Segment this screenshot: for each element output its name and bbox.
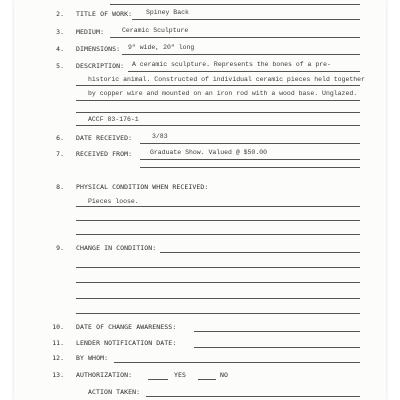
item-number: 2. [56,10,64,18]
dimensions-label: DIMENSIONS: [76,45,121,53]
by-whom-line [114,362,360,363]
lender-notification-line [194,347,360,348]
authorization-label: AUTHORIZATION: [76,371,133,379]
date-change-awareness-label: DATE OF CHANGE AWARENESS: [76,323,177,331]
authorization-yes-blank [148,379,168,380]
dimensions-value: 9" wide, 20" long [128,44,195,51]
date-received-value: 3/83 [152,133,168,140]
authorization-yes-label: YES [174,371,187,379]
action-taken-label: ACTION TAKEN: [88,388,141,396]
condition-line [76,234,360,235]
item-number: 12. [52,354,64,362]
item-number: 8. [56,183,64,191]
received-from-line [140,159,360,160]
change-line [76,298,360,299]
item-number: 7. [56,150,64,158]
description-line [76,125,360,126]
title-line [132,19,360,20]
title-value: Spiney Back [146,9,189,16]
item-number: 5. [56,62,64,70]
accession-number: ACCF 83-176-1 [88,116,139,123]
description-line-3: by copper wire and mounted on an iron rod with a wood base. Unglazed. [88,90,358,97]
medium-label: MEDIUM: [76,28,105,36]
condition-report-page [14,0,386,400]
description-label: DESCRIPTION: [76,62,125,70]
item-number: 4. [56,45,64,53]
field-line [110,4,360,5]
description-line [76,85,360,86]
item-number: 10. [52,323,64,331]
item-number: 6. [56,134,64,142]
item-number: 13. [52,371,64,379]
change-line [76,282,360,283]
received-from-line [140,167,360,168]
date-change-awareness-line [194,331,360,332]
description-line [128,71,360,72]
description-line [76,112,360,113]
condition-line [76,206,360,207]
authorization-no-blank [198,379,216,380]
medium-value: Ceramic Sculpture [122,27,189,34]
date-received-label: DATE RECEIVED: [76,134,133,142]
date-received-line [140,143,360,144]
item-number: 9. [56,244,64,252]
action-taken-line [146,396,360,397]
description-line-1: A ceramic sculpture. Represents the bones of a pre- [132,61,331,68]
authorization-no-label: NO [220,371,229,379]
physical-condition-label: PHYSICAL CONDITION WHEN RECEIVED: [76,183,209,191]
title-label: TITLE OF WORK: [76,10,133,18]
by-whom-label: BY WHOM: [76,354,109,362]
received-from-label: RECEIVED FROM: [76,150,133,158]
description-line [76,100,360,101]
received-from-value: Graduate Show. Valued @ $50.00 [150,149,268,156]
description-line-2: historic animal. Constructed of individual ceramic pieces held together [88,76,365,83]
dimensions-line [122,54,360,55]
physical-condition-value: Pieces loose. [88,198,139,205]
item-number: 3. [56,28,64,36]
change-condition-label: CHANGE IN CONDITION: [76,244,157,252]
medium-line [110,37,360,38]
change-line [76,313,360,314]
lender-notification-label: LENDER NOTIFICATION DATE: [76,339,177,347]
condition-line [76,220,360,221]
change-line [160,252,360,253]
change-line [76,267,360,268]
item-number: 11. [52,339,64,347]
